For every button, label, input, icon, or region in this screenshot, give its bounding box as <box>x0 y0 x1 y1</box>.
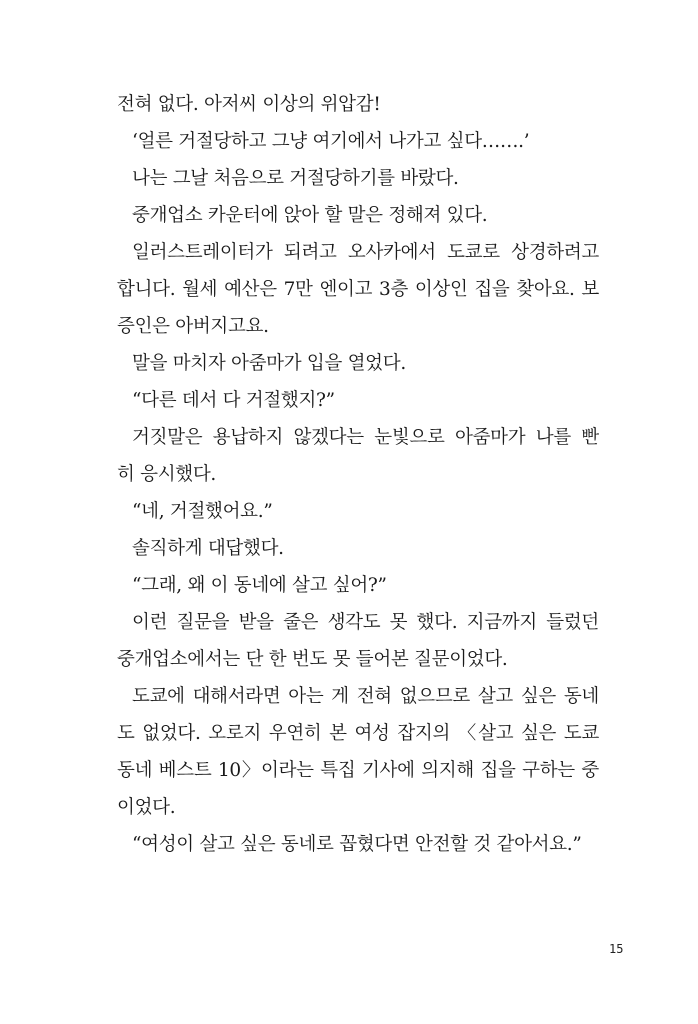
text-line: 중개업소에서는 단 한 번도 못 들어본 질문이었다. <box>117 649 508 670</box>
text-line: 히 응시했다. <box>117 464 217 485</box>
text-line: 동네 베스트 10〉이라는 특집 기사에 의지해 집을 구하는 중 <box>117 760 599 781</box>
text-line: “다른 데서 다 거절했지?” <box>132 390 335 411</box>
text-line: 도 없었다. 오로지 우연히 본 여성 잡지의 〈살고 싶은 도쿄 <box>117 723 599 744</box>
text-line: 일러스트레이터가 되려고 오사카에서 도쿄로 상경하려고 <box>132 242 599 263</box>
text-line: 합니다. 월세 예산은 7만 엔이고 3층 이상인 집을 찾아요. 보 <box>117 279 599 300</box>
body-text <box>117 86 599 863</box>
text-line: 나는 그날 처음으로 거절당하기를 바랐다. <box>132 168 459 189</box>
text-line: 이런 질문을 받을 줄은 생각도 못 했다. 지금까지 들렀던 <box>132 612 599 633</box>
text-line: 증인은 아버지고요. <box>117 316 269 337</box>
page-number: 15 <box>609 942 624 956</box>
text-line: ‘얼른 거절당하고 그냥 여기에서 나가고 싶다…….’ <box>132 131 530 152</box>
text-line: 전혀 없다. 아저씨 이상의 위압감! <box>117 94 381 115</box>
text-line: 거짓말은 용납하지 않겠다는 눈빛으로 아줌마가 나를 빤 <box>132 427 599 448</box>
text-line: 말을 마치자 아줌마가 입을 열었다. <box>132 353 406 374</box>
text-line: 도쿄에 대해서라면 아는 게 전혀 없으므로 살고 싶은 동네 <box>132 686 599 707</box>
text-line: “네, 거절했어요.” <box>132 501 273 522</box>
text-line: 이었다. <box>117 797 176 818</box>
text-line: 중개업소 카운터에 앉아 할 말은 정해져 있다. <box>132 205 488 226</box>
text-line: 솔직하게 대답했다. <box>132 538 284 559</box>
text-line: “그래, 왜 이 동네에 살고 싶어?” <box>132 575 387 596</box>
text-line: “여성이 살고 싶은 동네로 꼽혔다면 안전할 것 같아서요.” <box>132 834 582 855</box>
